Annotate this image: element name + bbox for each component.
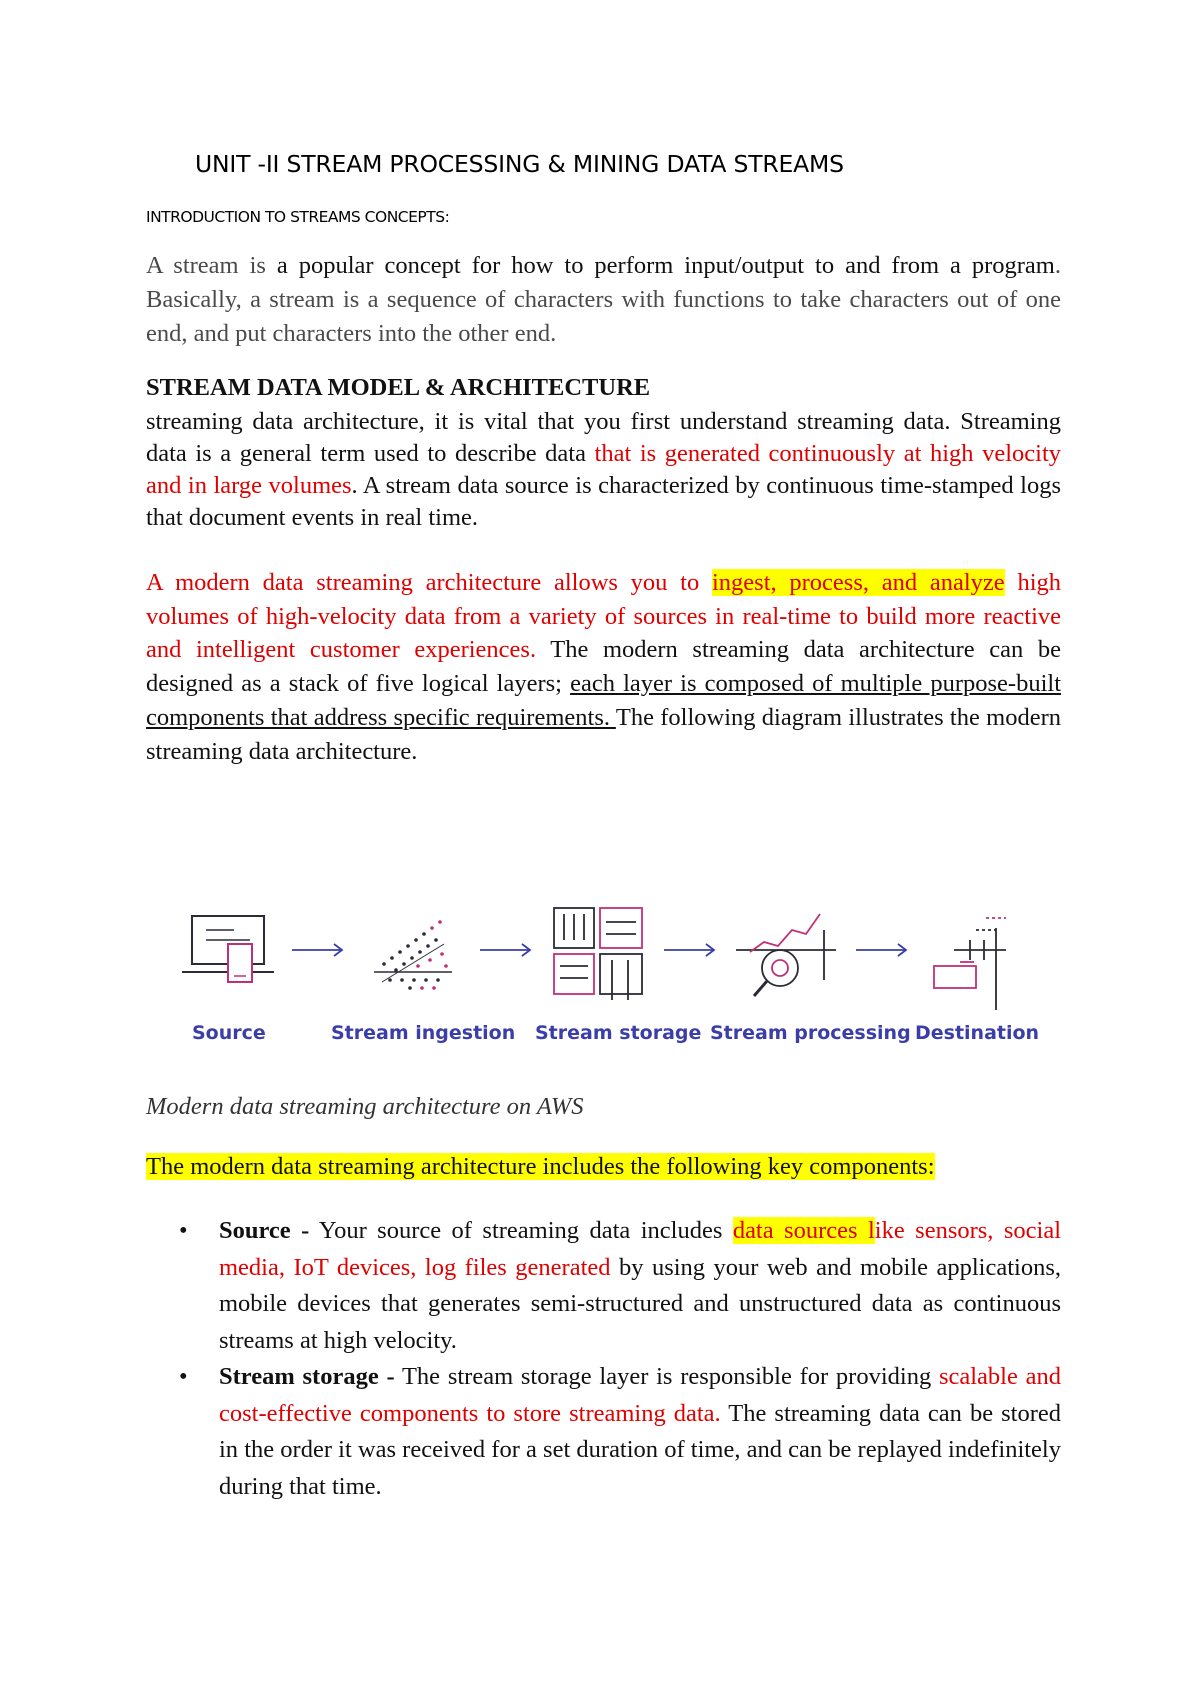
- bullet-red-text: ike sensors, social media, IoT devices, log files generated: [219, 1217, 1062, 1281]
- intro-heading: INTRODUCTION TO STREAMS CONCEPTS:: [146, 208, 450, 226]
- arrow-3-icon: [664, 944, 714, 956]
- bullet-term: Stream storage -: [219, 1363, 395, 1390]
- list-item: [146, 1359, 1061, 1505]
- architecture-underlined: each layer is composed of multiple purpose-built components that address specific requirements.: [146, 670, 1062, 731]
- stream-ingestion-icon: [374, 920, 452, 990]
- bullet-red-text: scalable and cost-effective components to store streaming data.: [219, 1363, 1062, 1427]
- stage-label-stream-storage: Stream storage: [535, 1022, 702, 1044]
- stage-label-stream-ingestion: Stream ingestion: [331, 1022, 516, 1044]
- arrow-2-icon: [480, 944, 530, 956]
- key-components-text: The modern data streaming architecture includes the following key components:: [146, 1153, 935, 1180]
- stage-label-destination: Destination: [915, 1022, 1040, 1044]
- bullet-term: Source -: [219, 1217, 310, 1244]
- bullet-icon: •: [179, 1217, 188, 1244]
- architecture-text-4: The following diagram illustrates the modern streaming data architecture.: [146, 703, 1062, 765]
- architecture-text-2: high volumes of high-velocity data from a variety of sources in real-time to build more reactive and intelligent customer experiences.: [146, 569, 1061, 664]
- bullet-highlight: data sources l: [732, 1217, 875, 1244]
- intro-text-1: A stream is: [146, 252, 277, 279]
- stage-label-stream-processing: Stream processing: [710, 1022, 911, 1044]
- section-heading: STREAM DATA MODEL & ARCHITECTURE: [146, 374, 651, 401]
- definition-paragraph: [146, 406, 1061, 534]
- bullet-text: The stream storage layer is responsible for providing: [394, 1363, 939, 1390]
- definition-highlight: that is generated continuously at high velocity and in large volumes: [146, 440, 1062, 499]
- key-components-line: [146, 1153, 935, 1181]
- stream-storage-icon: [554, 908, 642, 1000]
- architecture-text-1: A modern data streaming architecture allows you to: [146, 569, 712, 596]
- bullet-text: Your source of streaming data includes: [309, 1217, 733, 1244]
- bullet-icon: •: [179, 1363, 188, 1390]
- definition-text-1: streaming data architecture, it is vital that you first understand streaming data. Streaming data is a general term used to describe data: [146, 408, 1061, 467]
- list-item: [146, 1213, 1061, 1359]
- stage-label-source: Source: [192, 1022, 266, 1044]
- destination-icon: [934, 918, 1006, 1010]
- architecture-highlight: ingest, process, and analyze: [712, 569, 1005, 596]
- arrow-4-icon: [856, 944, 906, 956]
- stream-processing-icon: [736, 914, 836, 996]
- source-icon: [182, 916, 274, 982]
- architecture-text-3: The modern streaming data architecture can be designed as a stack of five logical layers;: [146, 636, 1061, 698]
- intro-paragraph: [146, 249, 1061, 351]
- component-list: [146, 1213, 1061, 1505]
- document-title: UNIT -II STREAM PROCESSING & MINING DATA STREAMS: [195, 150, 844, 178]
- intro-text-2: a popular concept for how to perform input/output to and from a program: [276, 252, 1055, 279]
- bullet-text-end: The streaming data can be stored in the order it was received for a set duration of time, and can be replayed indefinitely during that time.: [219, 1399, 1061, 1500]
- diagram-caption: Modern data streaming architecture on AWS: [146, 1093, 584, 1120]
- intro-text-3: . Basically, a stream is a sequence of characters with functions to take characters out of one end, and put characters into the other end.: [146, 252, 1061, 347]
- arrow-1-icon: [292, 944, 342, 956]
- architecture-paragraph: [146, 566, 1061, 768]
- definition-text-2: . A stream data source is characterized by continuous time-stamped logs that document events in real time.: [146, 472, 1061, 531]
- bullet-text-end: by using your web and mobile applications, mobile devices that generates semi-structured and unstructured data as continuous streams at high velocity.: [219, 1253, 1061, 1354]
